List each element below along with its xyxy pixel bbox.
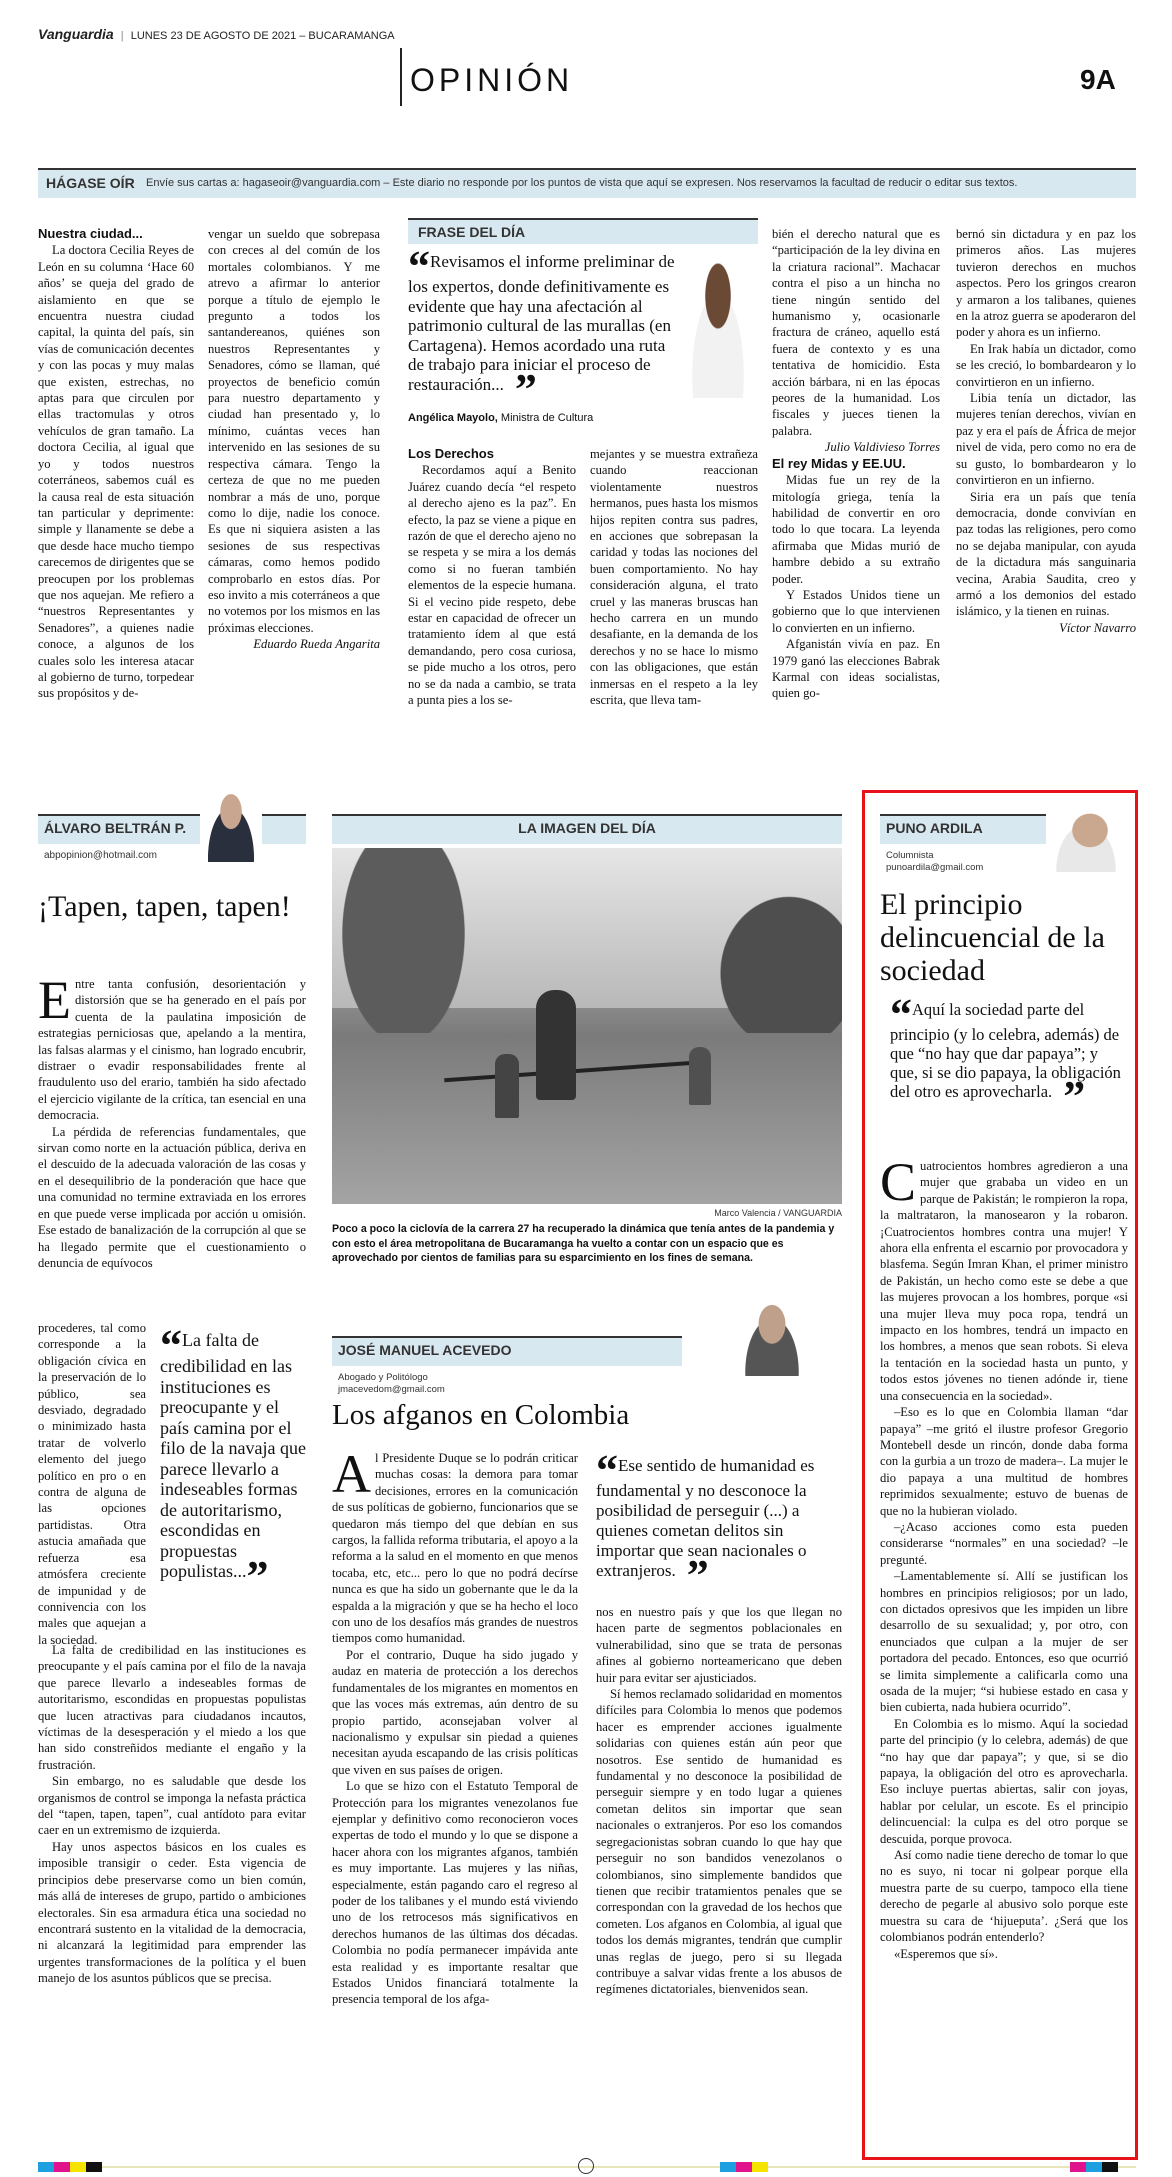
article-paragraph: Cuatrocientos hombres agredieron a una mujer que grababa un video en un parque de Pakistán; le rompieron la ropa, la maltrataron, la manosearon y la robaron. ¡Cuatrocientos hombres contra una mujer! Y ahora ella enfrenta el escarnio por provocadora y blasfema. Según Imran Khan, el primer ministro de Pakistán, un hecho como este se debe a que las mujeres provocan a los hombres, porque «si una mujer lleva muy poca ropa, tendrá un impacto en los hombres, tendrá un impacto en los hombres, a menos que sean robots. Si eleva la tentación en la sociedad hasta un punto, y todos estos jóvenes no tienen adónde ir, tiene una consecuencia en la sociedad». [880,1152,1128,1403]
section-divider [400,48,402,106]
letters-col-2 [208,226,380,653]
registration-mark-icon [578,2158,594,2174]
ardila-photo [1046,808,1126,872]
acevedo-headline: Los afganos en Colombia [332,1399,630,1431]
article-paragraph: –Eso es lo que en Colombia llaman “dar papaya” –me gritó el ilustre profesor Gregorio Montebell desde un rincón, donde daba forma con la gurbia a un trozo de madera–. La mujer le dio papaya a una multitud de hombres reprimidos sexualmente; estuvo de buenas de que no la hubieran violado. [880,1405,1128,1518]
article-paragraph: Lo que se hizo con el Estatuto Temporal de Protección para los migrantes venezolanos fue ejemplar y definitivo como reconocieron voces expertas de todo el mundo y lo que se dispone a hacer ahora con los migrantes afganos, también es muy importante. Las mujeres y las niñas, especialmente, están pagando caro el regreso al poder de los talibanes y el mundo está viviendo uno de los retrocesos más significativos en derechos humanos de las últimas dos décadas. Colombia no podía permanecer impávida ante esta realidad y es importante resaltar que Estados Unidos financiará totalmente la presencia temporal de los afga- [332,1779,578,2007]
dropcap: A [332,1444,371,1504]
beltran-body-top: Entre tanta confusión, desorientación y distorsión que se ha generado en el país por cuenta de la paulatina imposición de estrategias perniciosas que, apelando a la mentira, las falsas alarmas y el cinismo, han logrado encubrir, distraer o evadir responsabilidades frente al fraudulento uso del erario, también ha sido afectado el ejercicio vigilante de la crítica, tan esencial en una democracia. La pérdida de referencias fundamentales, que sirvan como norte en la actuación pública, deriva en el descuido de la adecuada valoración de las cosas y en el desequilibrio de la ponderación que hace que una comunidad no termine extraviada en los errores en que puede verse implicada por acción u omisión. Ese estado de banalización de la corrupción al que se ha llegado permite que el cuestionamiento o denuncia de equívocos [38,970,306,1270]
color-swatch [1070,2162,1086,2172]
acevedo-label: JOSÉ MANUEL ACEVEDO [338,1342,512,1358]
hagase-oir-label: HÁGASE OÍR [46,175,135,191]
letter-paragraph: Siria era un país que tenía democracia, donde convivían en paz todas las religiones, pero como no se dejaba manipular, con ayuda de la dictadura más sanguinaria vecina, Arabia Saudita, creo y armó a los demonios del estado islámico, y la tienen en ruinas. [956,489,1136,619]
article-paragraph: «Esperemos que sí». [894,1946,998,1961]
open-quote-icon: “ [160,1321,182,1370]
ardila-email: punoardila@gmail.com [886,862,984,873]
color-swatch [1086,2162,1102,2172]
acevedo-col-1 [332,1444,578,2008]
beltran-photo [200,790,262,862]
letter-subheading: Nuestra ciudad... [38,226,143,241]
page-number: 9A [1080,64,1116,95]
open-quote-icon: “ [890,990,912,1039]
letter-paragraph: Midas fue un rey de la mitología griega, tenía la habilidad de convertir en oro todo lo que tocara. La leyenda afirmaba que Midas murió de hambre debido a su extraño poder. [772,473,940,586]
frase-del-dia-quote: “Revisamos el informe preliminar de los expertos, donde definitivamente es evidente que hay una afectación al patrimonio cultural de las murallas (en Cartagena). Hemos acordado una ruta de trabajo para iniciar el proceso de restauración... ” [408,242,675,414]
letter-signature: Julio Valdivieso Torres [824,440,940,455]
letter-subheading: El rey Midas y EE.UU. [772,455,906,471]
beltran-headline: ¡Tapen, tapen, tapen! [38,890,291,923]
letters-col-6 [956,226,1136,636]
beltran-dropcap: E [38,970,71,1030]
close-quote-icon: ” [246,1552,269,1601]
article-paragraph: Por el contrario, Duque ha sido jugado y audaz en materia de protección a los derechos fundamentales de los migrantes en momentos en que las voces más extremas, aún dentro de su propio partido, aconsejaban volver al nacionalismo y expulsar sin piedad a quienes necesitan ayuda escapando de las crisis políticas que viven en sus países de origen. [332,1647,578,1777]
letter-paragraph: mejantes y se muestra extrañeza cuando reaccionan violentamente nuestros hermanos, pues hasta los mismos hijos repiten contra sus padres, en acciones que sobrepasan la caridad y todas las nociones del buen comportamiento. No hay consideración alguna, el trato cruel y las maneras bruscas han hecho carrera en un mundo desafiante, en la demanda de los derechos y no se hace lo mismo con las obligaciones, que están inmersas en el respeto a la ley escrita, que lleva tam- [590,447,758,708]
beltran-body-bottom: La falta de credibilidad en las instituciones es preocupante y el país camina por el filo de la navaja que parece llevarlo a indeseables formas de autoritarismo, escondidas en propuestas populistas que lucen atractivas para ciudadanos incautos, víctimas de la desesperación y el miedo a los que han sido constreñidos mediante el engaño y la frustración. Sin embargo, no es saludable que desde los organismos de control se imponga la nefasta práctica del “tapen, tapen, tapen”, cual antídoto para evitar caer en un extremismo de izquierda. Hay unos aspectos básicos en los cuales es imposible transigir o ceder. Esta vigencia de principios debe preservarse como un bien común, más allá de intereses de grupo, partido o ambiciones electorales. Sin esa armadura ética una sociedad no encontrará sustento en la vitalidad de la democracia, ni alcanzará la legitimidad para emprender las urgentes transformaciones de la política y el buen manejo de los asuntos públicos que se precisa. [38,1643,306,1986]
acevedo-photo [736,1300,808,1376]
letters-col-3 [408,446,576,709]
acevedo-role: Abogado y Politólogo [338,1372,428,1383]
frase-author: Angélica Mayolo, Ministra de Cultura [408,412,594,424]
frase-author-photo [678,248,758,398]
letter-paragraph: Libia tenía un dictador, las mujeres tenían derechos, vivían en paz y era el país de África de mejor nivel de vida, pero como no era de su gusto, lo bombardearon y lo convirtieron en un infierno. [956,391,1136,488]
letter-paragraph: En Irak había un dictador, como se les creció, lo bombardearon y lo convirtieron en un infierno. [956,341,1136,389]
letter-signature: Eduardo Rueda Angarita [253,637,380,652]
close-quote-icon: ” [503,364,537,414]
letters-col-4 [590,446,758,709]
article-paragraph: –¿Acaso acciones como esta pueden considerarse “normales” en una sociedad? –le pregunté. [880,1519,1128,1567]
color-swatch [736,2162,752,2172]
ardila-headline: El principio delincuencial de la sociedad [880,888,1105,987]
article-paragraph: nos en nuestro país y que los que llegan no hacen parte de segmentos poblacionales en vulnerabilidad, sino que se trata de personas afines al gobierno norteamericano que deben huir para evitar ser ajusticiados. [596,1605,842,1685]
letter-paragraph: Afganistán vivía en paz. En 1979 ganó las elecciones Babrak Karmal con ideas socialistas, quien go- [772,637,940,701]
ardila-quote: “Aquí la sociedad parte del principio (y lo celebra, además) de que “no hay que dar papaya”; y que, si se dio papaya, la obligación del otro es aprovecharla. ” [890,990,1121,1121]
masthead: Vanguardia | LUNES 23 DE AGOSTO DE 2021 – BUCARAMANGA [38,26,395,42]
imagen-photo [332,848,842,1204]
article-paragraph: Así como nadie tiene derecho de tomar lo que no es suyo, ni tocar ni golpear porque ella muestra parte de su cuerpo, tampoco ella tiene derecho de pegarle al abusivo solo porque este muestra su cara de ‘hijueputa’. ¿Será que los colombianos podrán entenderlo? [880,1848,1128,1945]
color-swatch [1102,2162,1118,2172]
beltran-label: ÁLVARO BELTRÁN P. [44,820,187,836]
letter-paragraph: bién el derecho natural que es “participación de la ley divina en la criatura racional”. Machacar contra el piso a un hincha no tiene ningún sentido del humanismo y, ocasionarle fractura de cráneo, aquello está fuera de contexto y es una tentativa de homicidio. Esta acción bárbara, ni en las épocas peores de la humanidad. Los fiscales y jueces tienen la palabra. [772,227,940,438]
ardila-body [880,1152,1128,1962]
hagase-oir-text: Envíe sus cartas a: hagaseoir@vanguardia.com – Este diario no responde por los puntos de vista que aquí se expresen. Nos reservamos la facultad de reducir o editar sus textos. [146,177,1018,189]
close-quote-icon: ” [1052,1072,1086,1121]
ardila-label: PUNO ARDILA [886,820,983,836]
ardila-role: Columnista [886,850,934,861]
letters-col-5 [772,226,940,702]
open-quote-icon: “ [408,242,430,291]
article-paragraph: Al Presidente Duque se lo podrán criticar muchas cosas: la demora para tomar decisiones, errores en la comunicación de sus políticas de gobierno, funcionarios que se quedaron más tiempo del que debían en sus cargos, la fallida reforma tributaria, el apoyo a la reforma a la salud en el momento en que menos tocaba, etc, etc... pero lo que no podrá decírse nunca es que ha sido un gobernante que le da la espalda a la migración y que se ha hecho el loco con uno de los desafíos más grandes de nuestros tiempos como humanidad. [332,1444,578,1646]
letter-subheading: Los Derechos [408,446,494,461]
section-title: OPINIÓN [410,62,574,98]
acevedo-col-2 [596,1604,842,1998]
acevedo-email: jmacevedom@gmail.com [338,1384,445,1395]
article-paragraph: Sí hemos reclamado solidaridad en momentos difíciles para Colombia lo menos que podemos hacer es emprender acciones igualmente solidarias con quienes están aún peor que nosotros. Ese sentido de humanidad es fundamental y no desconoce la posibilidad de perseguir siempre y en todo lugar a quienes cometan delitos sin importar que sean nacionales o extranjeros. Por eso los comandos segregacionistas sobran cuando lo que hay que perseguir no son bandidos venezolanos o colombianos, sino simplemente bandidos que tienen que recibir tratamientos penales que se correspondan con la gravedad de los hechos que cometen. Los afganos en Colombia, al igual que todos los demás migrantes, tendrán que cumplir unas reglas de juego, pero si su llegada contribuye a salvar vidas frente a los abusos de regímenes dictatoriales, bienvenidos sean. [596,1687,842,1997]
color-swatch [86,2162,102,2172]
open-quote-icon: “ [596,1446,618,1495]
beltran-body-narrow: procederes, tal como corresponde a la obligación cívica en la preservación de lo público, sea desviado, degradado o minimizado hasta tratar de volverlo elemento del juego político en pro o en contra de alguna de las opciones partidistas. Otra astucia amañada que refuerza esa atmósfera creciente de impunidad y de connivencia con los males que aquejan a la sociedad. [38,1321,146,1647]
letters-col-1 [38,226,194,702]
letter-signature: Víctor Navarro [1059,620,1136,635]
color-swatch [54,2162,70,2172]
letter-paragraph: Y Estados Unidos tiene un gobierno que lo que intervienen lo convierten en un infierno. [772,587,940,635]
color-swatch [720,2162,736,2172]
article-paragraph: –Lamentablemente sí. Allí se justifican los hombres en principios religiosos; por un lado, con dictados opresivos que les impiden un libre desarrollo de su sexualidad; y, por otro, con enunciados que culpan a la mujer de ser portadora del pecado. Entonces, eso que ocurrió se limita simplemente a calificarla como una osada de la mujer; “si hubiese estado en casa y bien cubierta, nada hubiera ocurrido”. [880,1569,1128,1715]
close-quote-icon: ” [675,1551,709,1600]
imagen-credit: Marco Valencia / VANGUARDIA [714,1208,842,1218]
frase-del-dia-label: FRASE DEL DÍA [418,224,526,240]
beltran-email: abpopinion@hotmail.com [44,850,157,861]
acevedo-pullquote: “Ese sentido de humanidad es fundamental y no desconoce la posibilidad de perseguir (...) a quienes cometan delitos sin importar que sean nacionales o extranjeros. ” [596,1446,815,1600]
imagen-label: LA IMAGEN DEL DÍA [518,820,656,836]
letter-paragraph: vengar un sueldo que sobrepasa con creces al del común de los mortales colombianos. Y me atrevo a afirmar lo anterior porque a título de ejemplo le pregunto a todos los santandereanos, quiénes son nuestros Representantes y Senadores, cómo se llaman, qué proyectos de beneficio común para nuestro departamento y ciudad han presentado y, lo mínimo, cuántas veces han intervenido en las sesiones de su respectiva cámara. Tengo la certeza de que no me pueden nombrar a más de uno, porque como lo dije, nadie los conoce. Es que ni siquiera asisten a las sesiones de sus respectivas cámaras, como hemos podido comprobarlo en estos días. Por eso invito a mis coterráneos a que no votemos por los mismos en las próximas elecciones. [208,227,380,635]
article-paragraph: En Colombia es lo mismo. Aquí la sociedad parte del principio (y lo celebra, además) de que “no hay que dar papaya”; y que, si se dio papaya, la obligación del otro es aprovecharla. Eso incluye puertas abiertas, salir con joyas, hablar por celular, un escote. Es el principio delincuencial: la culpa es del otro porque se descuida, porque provoca. [880,1716,1128,1846]
letter-paragraph: bernó sin dictadura y en paz los primeros años. Las mujeres tuvieron derechos en muchos aspectos. Pero los gringos crearon y armaron a los talibanes, quienes en la atroz guerra se apoderaron del poder y ahora es un infierno. [956,227,1136,340]
imagen-caption: Poco a poco la ciclovía de la carrera 27 ha recuperado la dinámica que tenía antes de la pandemia y con esto el área metropolitana de Bucaramanga ha vuelto a contar con un espacio que es aprovechado por cientos de familias para su esparcimiento en los fines de semana. [332,1223,835,1264]
color-swatch [752,2162,768,2172]
letter-paragraph: La doctora Cecilia Reyes de León en su columna ‘Hace 60 años’ se queja del grado de aislamiento en que se encuentra nuestra ciudad capital, la quinta del país, sin vías de comunicación decentes y con las pocas y muy malas que existen, estrechas, no aptas para que circulen por ellas tractomulas y otros vehículos de gran tamaño. La doctora Cecilia, al igual que yo y todos nuestros coterráneos, sabemos cuál es la causa real de esta situación tan particular y deprimente: simple y llanamente se debe a que desde hace mucho tiempo carecemos de dirigentes que se preocupen por los problemas que nos aquejan. Me refiero a “nuestros Representantes y Senadores”, a quienes nadie conoce, a algunos de los cuales solo les interesa atacar al gobierno de turno, torpedear sus propósitos y de- [38,243,194,701]
beltran-pullquote: “La falta de credibilidad en las instituciones es preocupante y el país camina por el filo de la navaja que parece llevarlo a indeseables formas de autoritarismo, escondidas en propuestas populistas...” [160,1321,306,1601]
color-swatch [38,2162,54,2172]
letter-paragraph: Recordamos aquí a Benito Juárez cuando decía “el respeto al derecho ajeno es la paz”. En efecto, la paz se viene a pique en razón de que el derecho ajeno no se respeta y se mira a los demás como si no fueran también elementos de la especie humana. Si el vecino pide respeto, debe estar en capacidad de ofrecer un tratamiento ídem al que está demandando, pero cosa curiosa, se pide mucho a los otros, pero no se da nada a cambio, se trata a punta pies a los se- [408,463,576,708]
brand-logo: Vanguardia [38,26,114,42]
color-swatch [70,2162,86,2172]
date-line: LUNES 23 DE AGOSTO DE 2021 – BUCARAMANGA [130,30,395,42]
dropcap: C [880,1152,917,1212]
